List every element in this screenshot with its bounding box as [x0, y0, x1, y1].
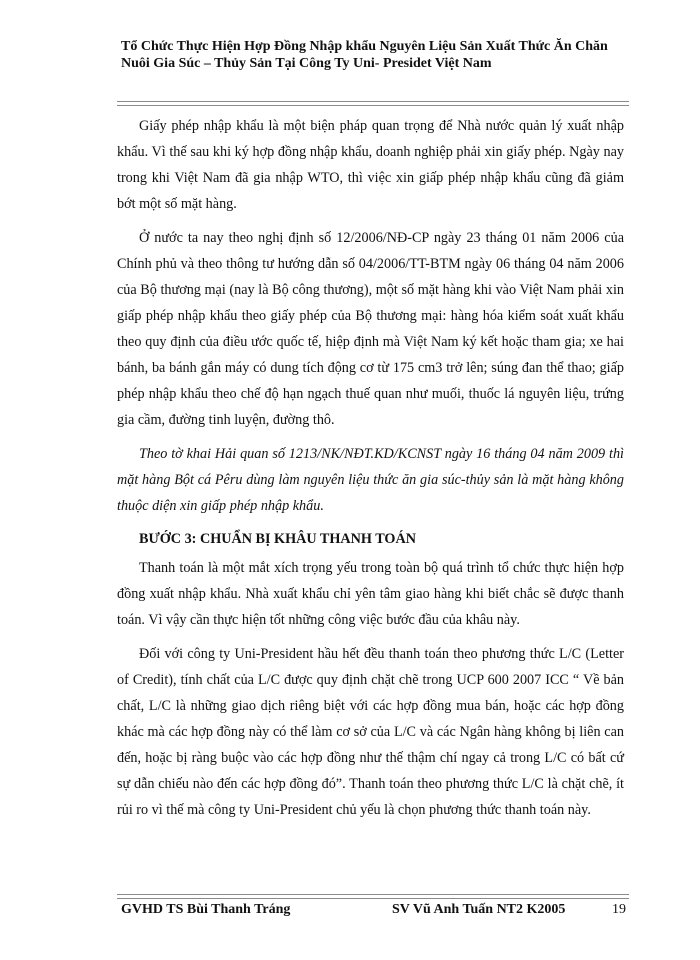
section-heading: BƯỚC 3: CHUẨN BỊ KHÂU THANH TOÁN	[139, 531, 416, 547]
paragraph-letter-of-credit: Đối với công ty Uni-President hầu hết đều thanh toán theo phương thức L/C (Letter of Credit), tính chất của L/C được quy định chặt chẽ trong UCP 600 2007 ICC “ Về bản chất, L/C là những giao dịch riêng biệt với các hợp đồng mua bán, hoặc các hợp đồng khác mà các hợp đồng này có thể làm cơ sở của L/C và các Ngân hàng không bị liên can đến, hoặc bị ràng buộc vào các hợp đồng như thế thậm chí ngay cả trong L/C có bất cứ sự dẫn chiếu nào đến các hợp đồng đó”. Thanh toán theo phương thức L/C là chặt chẽ, ít rủi ro vì thế mà công ty Uni-President chủ yếu là chọn phương thức thanh toán này.	[117, 646, 624, 818]
paragraph-decree: Ở nước ta nay theo nghị định số 12/2006/NĐ-CP ngày 23 tháng 01 năm 2006 của Chính phủ và theo thông tư hướng dẫn số 04/2006/TT-BTM ngày 06 tháng 04 năm 2006 của Bộ thương mại (nay là Bộ công thương), một số mặt hàng khi vào Việt Nam phải xin giấp phép nhập khẩu theo giấy phép của Bộ thương mại: hàng hóa kiểm soát xuất khẩu theo quy định của điều ước quốc tế, hiệp định mà Việt Nam ký kết hoặc tham gia; xe hai bánh, ba bánh gắn máy có dung tích động cơ từ 175 cm3 trở lên; súng đan thể thao; giấp phép nhập khẩu theo chế độ hạn ngạch thuế quan như muối, thuốc lá nguyên liệu, trứng gia cầm, đường tinh luyện, đường thô.	[117, 230, 624, 428]
footer-student: SV Vũ Anh Tuấn NT2 K2005	[392, 902, 566, 917]
paragraph-payment: Thanh toán là một mắt xích trọng yếu trong toàn bộ quá trình tổ chức thực hiện hợp đồng xuất nhập khẩu. Nhà xuất khẩu chỉ yên tâm giao hàng khi biết chắc sẽ được thanh toán. Vì vậy cần thực hiện tốt những công việc bước đầu của khâu này.	[117, 560, 624, 628]
page-footer	[121, 902, 626, 920]
footer-divider	[117, 894, 629, 899]
paragraph-import-license: Giấy phép nhập khẩu là một biện pháp quan trọng để Nhà nước quản lý xuất nhập khẩu. Vì thế sau khi ký hợp đồng nhập khẩu, doanh nghiệp phải xin giấy phép. Ngày nay trong khi Việt Nam đã gia nhập WTO, thì việc xin giấp phép nhập khẩu cũng đã giảm bớt một số mặt hàng.	[117, 118, 624, 212]
paragraph-customs-declaration: Theo tờ khai Hải quan số 1213/NK/NĐT.KD/KCNST ngày 16 tháng 04 năm 2009 thì mặt hàng Bột cá Pêru dùng làm nguyên liệu thức ăn gia súc-thủy sản là mặt hàng không thuộc diện xin giấp phép nhập khẩu.	[117, 446, 624, 514]
footer-supervisor: GVHD TS Bùi Thanh Tráng	[121, 902, 291, 917]
page-header-title: Tổ Chức Thực Hiện Hợp Đồng Nhập khẩu Nguyên Liệu Sản Xuất Thức Ăn Chăn Nuôi Gia Súc – Thủy Sản Tại Công Ty Uni- Presidet Việt Nam	[121, 39, 608, 71]
document-body	[117, 113, 624, 831]
header-divider	[117, 101, 629, 106]
page-number: 19	[612, 902, 626, 917]
